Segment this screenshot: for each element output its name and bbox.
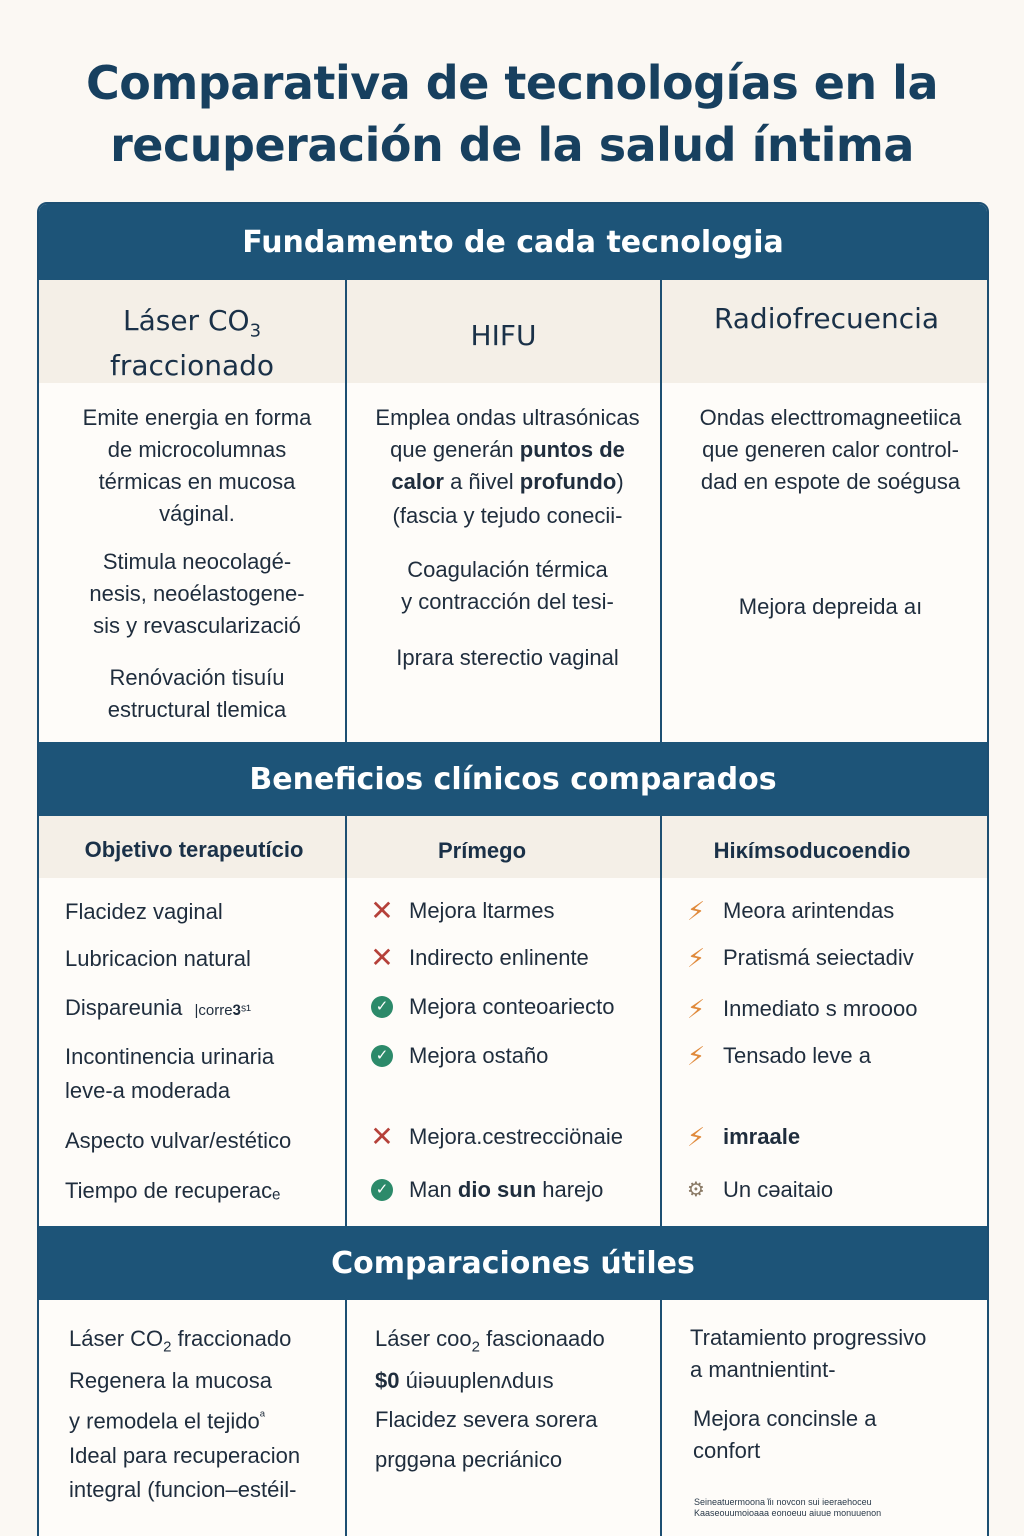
column-divider [345, 280, 347, 742]
benefit-row: ✕ Mejora ltarmes [370, 895, 555, 926]
benefit-row: ✓ Mejora ostaño [369, 1041, 548, 1071]
section-fundamento-title: Fundamento de cada tecnologia [242, 224, 784, 260]
bolt-icon: ⚡ [686, 994, 706, 1024]
objective-lubricacion: Lubricacion natural [65, 946, 251, 971]
x-icon: ✕ [370, 1121, 394, 1152]
objective-incontinencia: Incontinencia urinaria leve-a moderada [65, 1044, 275, 1103]
benefit-row: ⚙ Un cəaitaio [683, 1175, 833, 1205]
footnote: Seineatuermoona ῖiı novcon sui ieeraehoceu Kaaseouumoioaaa eonoeuu aiuue monuuenon [694, 1497, 882, 1518]
section-beneficios-header [39, 742, 987, 816]
benefit-row: ⚡ Tensado leve a [683, 1041, 871, 1071]
benefit-row: ⚡ Meora arintendas [683, 896, 894, 926]
bolt-icon: ⚡ [686, 1122, 706, 1152]
benefit-row: ✕ Indirecto enlinente [370, 942, 589, 973]
comparison-flacidez: Flacidez severa sorera prɡgəna pecriánico [375, 1407, 598, 1472]
x-icon: ✕ [370, 942, 394, 973]
radiofrecuencia-heading: Radiofrecuencia [713, 302, 940, 335]
comparison-tratamiento: Tratamiento progressivo a mantnientint- [690, 1325, 927, 1382]
column-divider [660, 280, 662, 742]
comparison-card [37, 202, 989, 1536]
benefit-row: ✓ Man dio sun harejo [369, 1175, 603, 1205]
bolt-icon: ⚡ [686, 896, 706, 926]
hifu-heading: HIFU [470, 319, 537, 352]
objective-flacidez: Flacidez vaginal [65, 899, 223, 924]
benefit-row: ⚡ imraale [683, 1122, 800, 1152]
section-comparaciones-header [39, 1226, 987, 1300]
benefit-row: ⚡ Pratismá seiectadiv [683, 943, 914, 973]
comparison-laser-ideal: Ideal para recuperacion integral (funcion–estéil- [69, 1443, 301, 1502]
benefit-row: ✓ Mejora conteoariecto [369, 992, 614, 1022]
rf-effect: Mejora depreida aı [738, 594, 923, 619]
objective-tiempo: Tiempo de recuperacₑ [65, 1178, 281, 1203]
laser-description: Emite energia en forma de microcolumnas térmicas en mucosa váginal. [82, 405, 312, 526]
objective-heading: Objetivo terapeutício [84, 837, 304, 862]
column-3-heading: Hiκímsoducoendio [713, 838, 911, 863]
check-icon: ✓ [369, 1177, 395, 1203]
bolt-icon: ⚡ [686, 1041, 706, 1071]
section-beneficios-title: Beneficios clínicos comparados [249, 761, 777, 797]
check-icon: ✓ [369, 994, 395, 1020]
hifu-description: Emplea ondas ultrasónicas que generán puntos de calor a ñivel profundo) (fascia y tejudo conecii- [375, 405, 640, 528]
column-divider [345, 1300, 347, 1536]
hifu-indication: Iprara sterectio vaginal [396, 645, 619, 670]
column-divider [660, 816, 662, 1226]
section-comparaciones-title: Comparaciones útiles [331, 1245, 695, 1281]
laser-renewal: Renóvación tisuíu estructural tlemica [107, 665, 287, 722]
gear-icon: ⚙ [687, 1179, 705, 1201]
objective-aspecto: Aspecto vulvar/estético [65, 1128, 292, 1153]
bolt-icon: ⚡ [686, 943, 706, 973]
page-title-line-1: Comparativa de tecnologías en la [85, 56, 938, 110]
laser-effects: Stimula neocolagé- nesis, neoélastogene- sis y revascularizació [89, 549, 305, 638]
column-divider [660, 1300, 662, 1536]
column-divider [345, 816, 347, 1226]
x-icon: ✕ [370, 895, 394, 926]
benefit-row: ⚡ Inmediato s mroooo [683, 994, 917, 1024]
objective-dispareunia: Dispareunia |corre𝟑ˢ¹ [65, 995, 252, 1020]
section-fundamento-header [39, 204, 987, 280]
rf-description: Ondas electtromagneetiica que generen calor control- dad en espote de soégusa [699, 405, 962, 494]
comparison-confort: Mejora concinsle a confort [693, 1406, 877, 1463]
comparison-laser-co2: Láser $CO_2$ fraccionado Regenera la mucosa y remodela el tejido$^ᵃ$ [69, 1326, 292, 1434]
page-title-line-2: recuperación de la salud íntima [110, 118, 914, 172]
column-2-heading: Prímeɡo [437, 838, 527, 863]
hifu-effects: Coagulación térmica y contracción del tesi- [401, 557, 614, 614]
benefit-row: ✕ Mejora.cestrecciönaie [370, 1121, 623, 1152]
check-icon: ✓ [369, 1043, 395, 1069]
laser-co2-heading: Láser $CO_3$ fraccionado [109, 304, 275, 382]
page-title [0, 52, 1024, 176]
comparison-laser-fascionaado: Láser coo$_2$ fascionaado $0 úiəuuplenʌduıs [375, 1326, 605, 1394]
